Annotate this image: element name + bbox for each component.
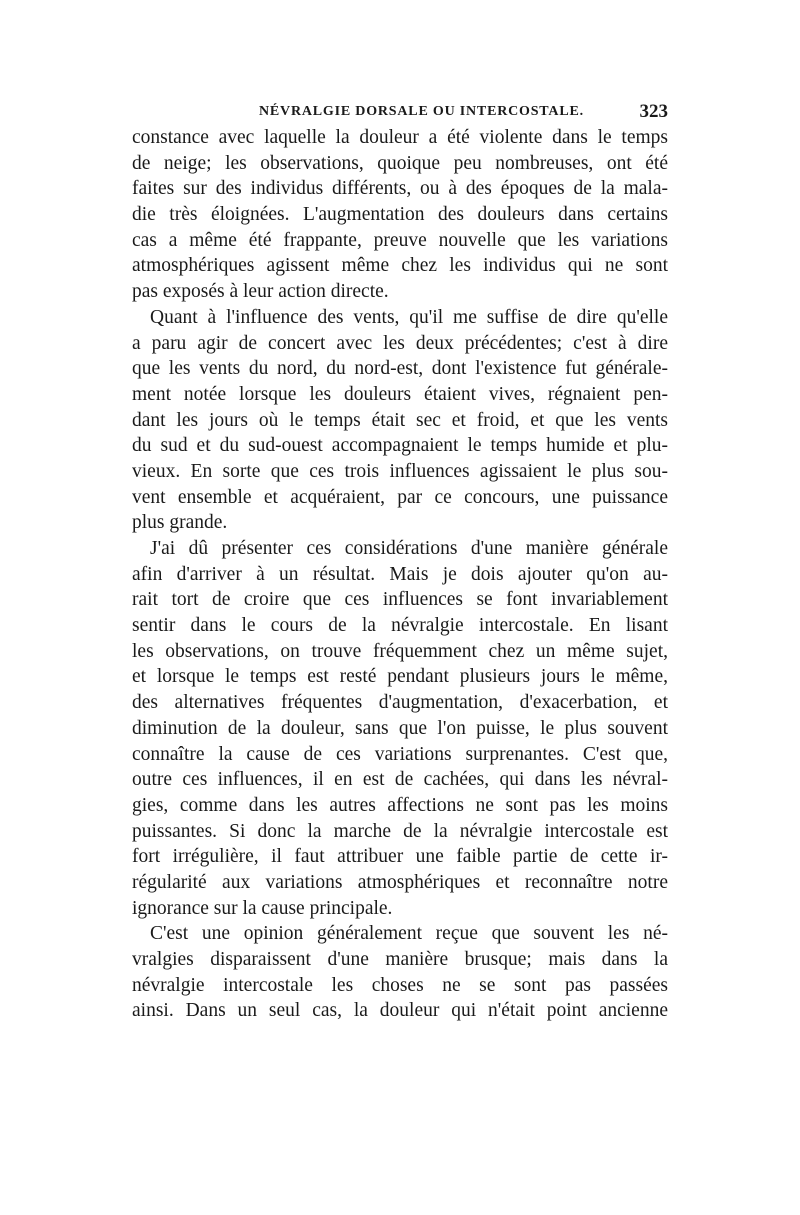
text-line: vieux. En sorte que ces trois influences agissaient le plus sou-: [132, 460, 668, 482]
page-header: [132, 100, 668, 124]
text-line: de neige; les observations, quoique peu nombreuses, ont été: [132, 152, 668, 174]
text-line: du sud et du sud-ouest accompagnaient le temps humide et plu-: [132, 435, 668, 457]
text-line: et lorsque le temps est resté pendant plusieurs jours le même,: [132, 666, 668, 688]
text-line: ainsi. Dans un seul cas, la douleur qui n'était point ancienne: [132, 1000, 668, 1022]
text-line: dant les jours où le temps était sec et froid, et que les vents: [132, 409, 668, 431]
text-line: J'ai dû présenter ces considérations d'une manière générale: [150, 538, 668, 559]
text-line: die très éloignées. L'augmentation des douleurs dans certains: [132, 204, 668, 226]
text-line: névralgie intercostale les choses ne se sont pas passées: [132, 974, 668, 996]
text-line: C'est une opinion généralement reçue que souvent les né-: [150, 923, 668, 945]
text-line: rait tort de croire que ces influences se font invariablement: [132, 589, 668, 611]
text-line: puissantes. Si donc la marche de la névralgie intercostale est: [132, 820, 668, 842]
text-line: outre ces influences, il en est de cachées, qui dans les névral-: [132, 769, 668, 791]
text-line: ignorance sur la cause principale.: [132, 897, 393, 919]
text-line: des alternatives fréquentes d'augmentation, d'exacerbation, et: [132, 692, 668, 714]
running-head: NÉVRALGIE DORSALE OU INTERCOSTALE.: [259, 104, 584, 119]
text-line: constance avec laquelle la douleur a été violente dans le temps: [132, 127, 668, 148]
text-line: a paru agir de concert avec les deux précédentes; c'est à dire: [132, 332, 668, 354]
text-line: que les vents du nord, du nord-est, dont l'existence fut générale-: [132, 358, 668, 380]
text-line: les observations, on trouve fréquemment chez un même sujet,: [132, 640, 668, 662]
text-line: faites sur des individus différents, ou à des époques de la mala-: [132, 178, 668, 200]
text-line: vralgies disparaissent d'une manière brusque; mais dans la: [132, 949, 668, 970]
page-number: 323: [639, 101, 668, 122]
text-line: afin d'arriver à un résultat. Mais je dois ajouter qu'on au-: [132, 563, 668, 585]
text-line: connaître la cause de ces variations surprenantes. C'est que,: [132, 743, 668, 765]
text-line: sentir dans le cours de la névralgie intercostale. En lisant: [132, 615, 668, 637]
text-line: vent ensemble et acquéraient, par ce concours, une puissance: [132, 486, 668, 508]
body-text: [132, 125, 668, 1024]
text-line: atmosphériques agissent même chez les individus qui ne sont: [132, 255, 668, 277]
text-line: plus grande.: [132, 512, 228, 534]
text-line: régularité aux variations atmosphériques et reconnaître notre: [132, 871, 668, 893]
text-line: fort irrégulière, il faut attribuer une faible partie de cette ir-: [132, 846, 668, 868]
text-line: diminution de la douleur, sans que l'on puisse, le plus souvent: [132, 717, 668, 739]
text-line: pas exposés à leur action directe.: [132, 281, 389, 303]
text-line: ment notée lorsque les douleurs étaient vives, régnaient pen-: [132, 383, 668, 405]
text-line: cas a même été frappante, preuve nouvelle que les variations: [132, 229, 668, 251]
text-line: gies, comme dans les autres affections ne sont pas les moins: [132, 794, 668, 816]
text-line: Quant à l'influence des vents, qu'il me suffise de dire qu'elle: [150, 306, 668, 328]
